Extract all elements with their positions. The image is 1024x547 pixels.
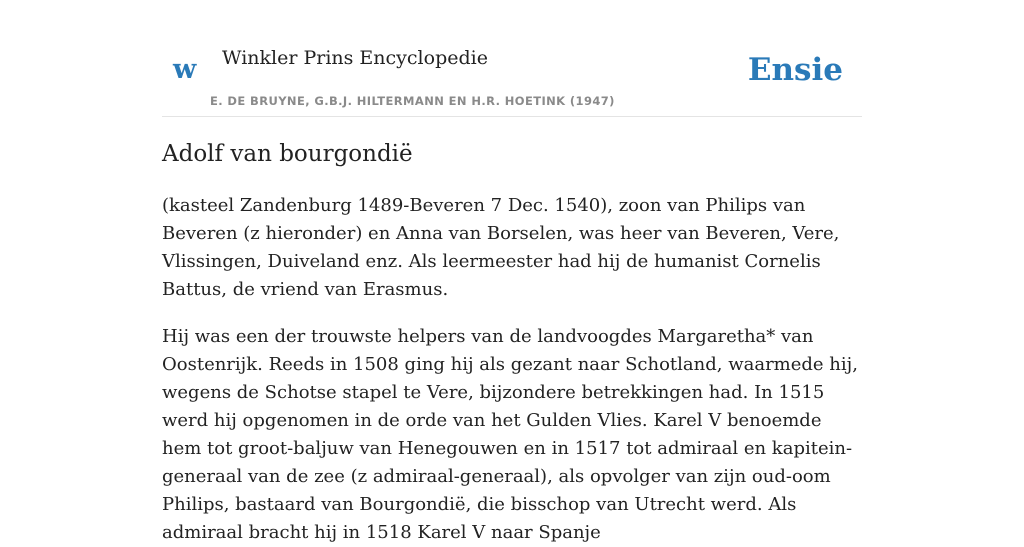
winkler-prins-logo[interactable]: w	[173, 54, 197, 85]
source-authors: E. DE BRUYNE, G.B.J. HILTERMANN EN H.R. HOETINK (1947)	[210, 94, 615, 108]
source-header	[162, 0, 862, 117]
article-title: Adolf van bourgondië	[162, 141, 413, 167]
article	[162, 136, 862, 547]
article-paragraph: Hij was een der trouwste helpers van de landvoogdes Margaretha* van Oostenrijk. Reeds in 1508 ging hij als gezant naar Schotland, waarmede hij, wegens de Schotse stapel te Vere, bijzondere betrekkingen had. In 1515 werd hij opgenomen in de orde van het Gulden Vlies. Karel V benoemde hem tot groot-baljuw van Henegouwen en in 1517 tot admiraal en kapitein-generaal van de zee (z admiraal-generaal), als opvolger van zijn oud-oom Philips, bastaard van Bourgondië, die bisschop van Utrecht werd. Als admiraal bracht hij in 1518 Karel V naar Spanje	[162, 326, 858, 543]
article-paragraph: (kasteel Zandenburg 1489-Beveren 7 Dec. 1540), zoon van Philips van Beveren (z hieronder) en Anna van Borselen, was heer van Beveren, Vere, Vlissingen, Duiveland enz. Als leermeester had hij de humanist Cornelis Battus, de vriend van Erasmus.	[162, 195, 840, 300]
source-title-link[interactable]: Winkler Prins Encyclopedie	[222, 47, 488, 69]
ensie-logo-link[interactable]: Ensie	[747, 52, 843, 88]
